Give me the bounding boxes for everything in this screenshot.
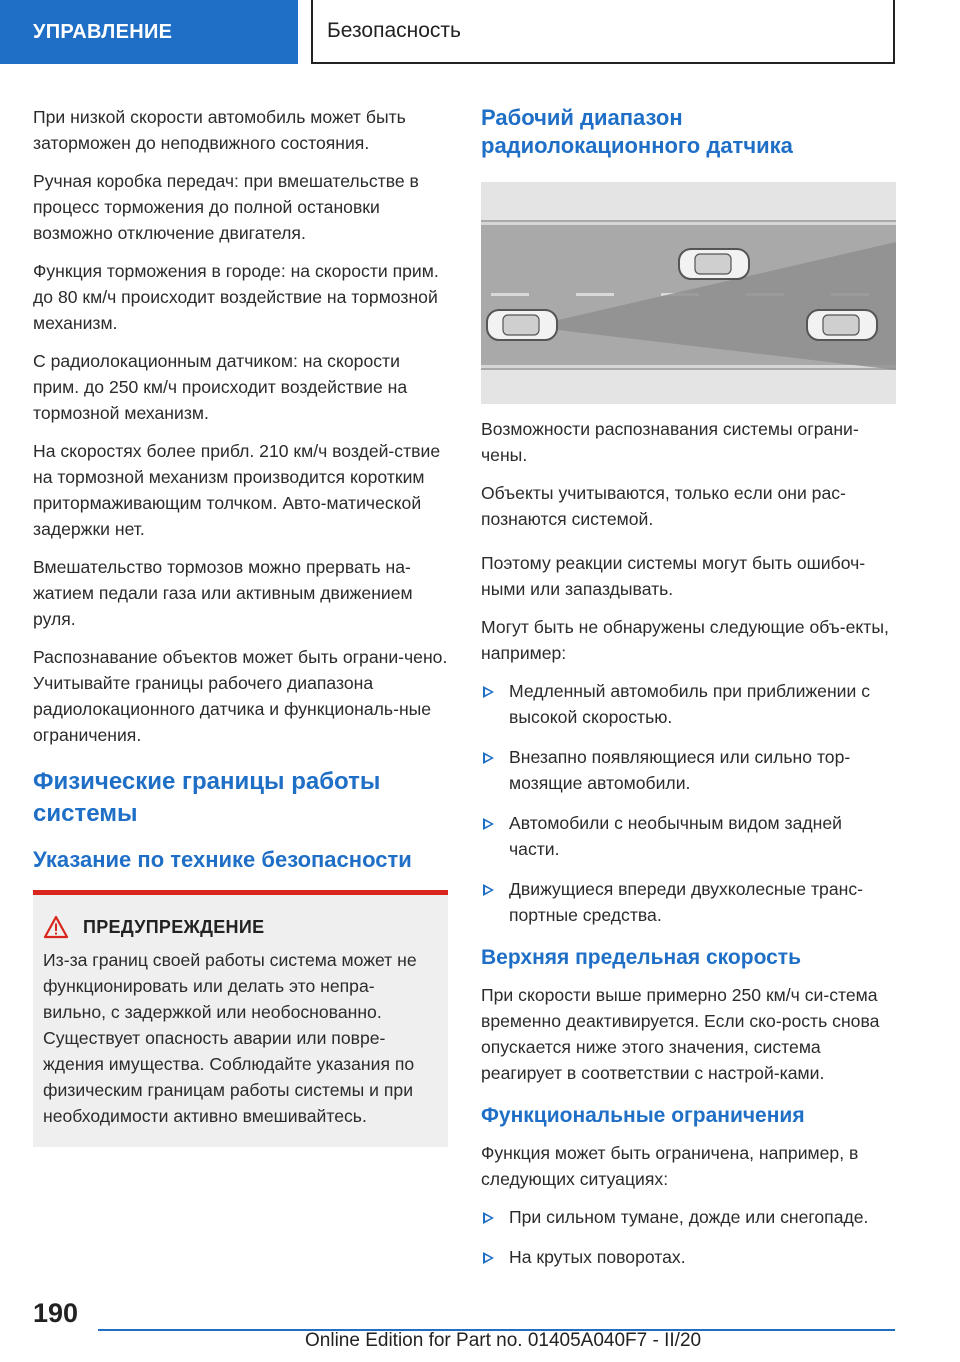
paragraph: На скоростях более прибл. 210 км/ч воздей-ствие на тормозной механизм производится коротким притормаживающим толчком. Авто-матической задержки нет. bbox=[33, 441, 441, 539]
paragraph: Функция торможения в городе: на скорости прим. до 80 км/ч происходит воздействие на тормозной механизм. bbox=[33, 261, 439, 333]
list-item bbox=[481, 876, 896, 928]
header-title-text: Безопасность bbox=[327, 19, 461, 42]
undetected-objects-list bbox=[481, 678, 896, 928]
paragraph: Возможности распознавания системы ограни-чены. bbox=[481, 419, 859, 465]
car-ahead bbox=[807, 310, 877, 340]
warning-label: ПРЕДУПРЕЖДЕНИЕ bbox=[83, 916, 265, 937]
list-item-text: На крутых поворотах. bbox=[509, 1247, 686, 1267]
heading-radar-range: Рабочий диапазон радиолокационного датчика bbox=[481, 105, 793, 158]
paragraph: Ручная коробка передач: при вмешательстве в процесс торможения до полной остановки возможно отключение двигателя. bbox=[33, 171, 419, 243]
paragraph: Распознавание объектов может быть ограни-чено. Учитывайте границы рабочего диапазона радиолокационного датчика и функциональ-ные ограничения. bbox=[33, 647, 448, 745]
list-item-text: Движущиеся впереди двухколесные транс-портные средства. bbox=[509, 879, 863, 925]
footer-edition-text: Online Edition for Part no. 01405A040F7 - II/20 bbox=[305, 1330, 702, 1351]
bullet-arrow-icon bbox=[483, 1212, 494, 1224]
bullet-arrow-icon bbox=[483, 752, 494, 764]
warning-box bbox=[33, 890, 448, 1147]
heading-upper-speed-limit: Верхняя предельная скорость bbox=[481, 946, 801, 969]
radar-range-illustration bbox=[481, 182, 896, 404]
header-page-title bbox=[311, 0, 895, 64]
page-number: 190 bbox=[33, 1298, 79, 1328]
list-item bbox=[481, 810, 896, 862]
list-item-text: Медленный автомобиль при приближении с высокой скоростью. bbox=[509, 681, 871, 727]
paragraph: При низкой скорости автомобиль может быть заторможен до неподвижного состояния. bbox=[33, 107, 406, 153]
paragraph: Функция может быть ограничена, например, в следующих ситуациях: bbox=[481, 1143, 859, 1189]
list-item bbox=[481, 678, 896, 730]
section-heading-physical-limits: Физические границы работы системы bbox=[33, 768, 381, 827]
list-item-text: При сильном тумане, дожде или снегопаде. bbox=[509, 1207, 869, 1227]
car-front-lane bbox=[679, 249, 749, 279]
bullet-arrow-icon bbox=[483, 818, 494, 830]
list-item-text: Автомобили с необычным видом задней части. bbox=[509, 813, 842, 859]
heading-functional-limits: Функциональные ограничения bbox=[481, 1104, 805, 1127]
header-section-tab: УПРАВЛЕНИЕ bbox=[0, 0, 298, 64]
warning-header bbox=[43, 915, 436, 939]
list-item-text: Внезапно появляющиеся или сильно тор-мозящие автомобили. bbox=[509, 747, 851, 793]
car-ego bbox=[487, 310, 557, 340]
paragraph: Вмешательство тормозов можно прервать на-жатием педали газа или активным движением руля. bbox=[33, 557, 413, 629]
list-item bbox=[481, 744, 896, 796]
paragraph: Поэтому реакции системы могут быть ошибоч-ными или запаздывать. bbox=[481, 553, 866, 599]
right-column bbox=[481, 104, 896, 1284]
subheading-safety-note: Указание по технике безопасности bbox=[33, 847, 412, 872]
left-column bbox=[33, 104, 448, 1147]
paragraph: При скорости выше примерно 250 км/ч си-стема временно деактивируется. Если ско-рость снова опускается ниже этого значения, система реагирует в соответствии с настрой-ками. bbox=[481, 985, 880, 1083]
list-item bbox=[481, 1244, 896, 1270]
bullet-arrow-icon bbox=[483, 686, 494, 698]
list-item bbox=[481, 1204, 896, 1230]
warning-text: Из-за границ своей работы система может не функционировать или делать это непра-вильно, с задержкой или необоснованно. Существует опасность аварии или повре-ждения имущества. Соблюдайте указания по физическим границам работы системы и при необходимости активно вмешивайтесь. bbox=[43, 950, 417, 1126]
paragraph: С радиолокационным датчиком: на скорости прим. до 250 км/ч происходит воздействие на тормозной механизм. bbox=[33, 351, 408, 423]
paragraph: Могут быть не обнаружены следующие объ-екты, например: bbox=[481, 617, 889, 663]
bullet-arrow-icon bbox=[483, 1252, 494, 1264]
paragraph: Объекты учитываются, только если они рас-познаются системой. bbox=[481, 483, 846, 529]
bullet-arrow-icon bbox=[483, 884, 494, 896]
warning-triangle-icon bbox=[43, 915, 69, 939]
functional-limits-list bbox=[481, 1204, 896, 1270]
